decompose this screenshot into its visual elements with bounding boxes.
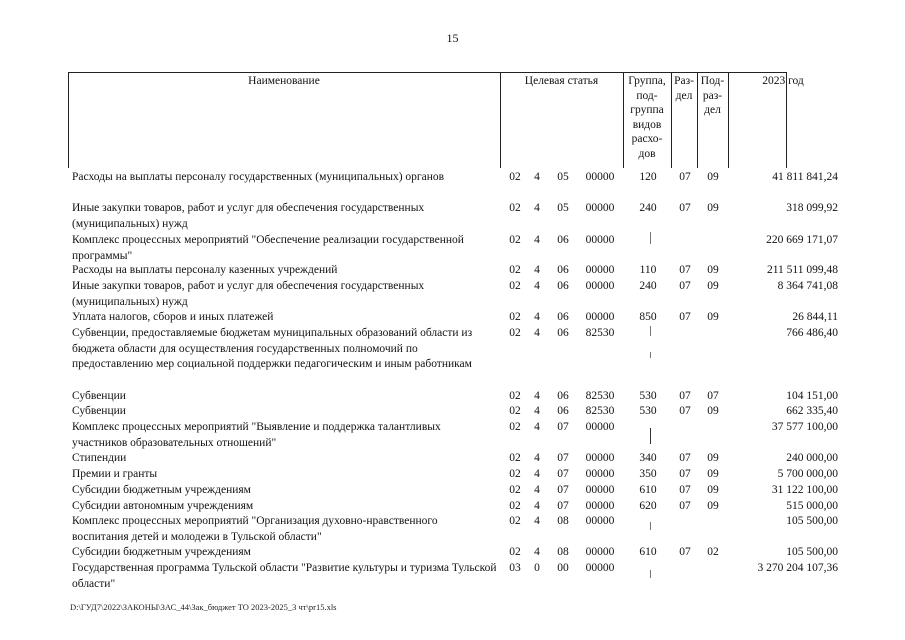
row-activity: 07 [557,500,569,512]
row-program: 02 [509,452,521,464]
row-subprogram: 4 [534,484,540,496]
row-section: 07 [679,280,691,292]
row-section: 07 [679,500,691,512]
row-subprogram: 4 [534,280,540,292]
row-program: 02 [509,500,521,512]
row-subsection: 07 [707,390,719,402]
row-group: 350 [639,468,657,480]
file-path-footer: D:\ГУД7\2022\ЗАКОНЫ\ЗАС_44\Зак_бюджет ТО 2023-2025_3 чт\pr15.xls [70,602,337,612]
row-subsection: 09 [707,280,719,292]
row-activity: 08 [557,546,569,558]
row-sum: 41 811 841,24 [772,171,838,183]
row-sum: 318 099,92 [786,202,838,214]
row-group: 530 [639,390,657,402]
row-name: Стипендии [72,452,127,464]
row-program: 02 [509,421,521,433]
row-program: 02 [509,390,521,402]
row-direction: 00000 [585,280,615,292]
row-section: 07 [679,202,691,214]
row-program: 02 [509,515,521,527]
row-section: 07 [679,405,691,417]
row-program: 02 [509,234,521,246]
row-group: 120 [639,171,657,183]
row-name: Расходы на выплаты персоналу казенных учреждений [72,264,338,276]
row-subprogram: 4 [534,311,540,323]
row-subprogram: 4 [534,390,540,402]
row-sum: 104 151,00 [786,390,838,402]
header-group [623,74,671,161]
row-activity: 06 [557,327,569,339]
row-direction: 00000 [585,234,615,246]
row-activity: 07 [557,484,569,496]
row-subprogram: 4 [534,171,540,183]
row-activity: 05 [557,202,569,214]
header-group-line: расхо- [631,133,663,145]
row-subsection: 09 [707,500,719,512]
row-sum: 211 511 099,48 [766,264,838,276]
row-direction: 00000 [585,452,615,464]
row-name: Государственная программа Тульской области "Развитие культуры и туризма Тульской области" [72,562,497,590]
row-group: 340 [639,452,657,464]
row-program: 02 [509,327,521,339]
header-section [671,74,697,103]
row-activity: 00 [557,562,569,574]
row-subprogram: 4 [534,234,540,246]
row-activity: 06 [557,405,569,417]
row-name: Субвенции [72,405,126,417]
scan-mark [650,428,651,444]
row-name: Премии и гранты [72,468,158,480]
row-group: 110 [639,264,657,276]
row-sum: 105 500,00 [786,515,838,527]
header-year: 2023 год [762,75,804,87]
row-subsection: 09 [707,202,719,214]
scan-mark [650,326,651,336]
row-activity: 06 [557,390,569,402]
row-group: 530 [639,405,657,417]
row-name: Субсидии бюджетным учреждениям [72,484,251,496]
row-sum: 37 577 100,00 [771,421,838,433]
scan-mark [650,352,651,358]
header-group-line: видов [632,118,662,131]
row-section: 07 [679,468,691,480]
row-name: Комплекс процессных мероприятий "Выявление и поддержка талантливых участников образовательных отношений" [72,421,441,449]
row-name: Расходы на выплаты персоналу государственных (муниципальных) органов [72,171,445,183]
row-name: Комплекс процессных мероприятий "Организация духовно-нравственного воспитания детей и молодежи в Тульской области" [72,515,438,543]
row-name: Иные закупки товаров, работ и услуг для обеспечения государственных (муниципальных) нужд [72,280,425,308]
row-program: 02 [509,171,521,183]
row-direction: 00000 [585,484,615,496]
row-program: 02 [509,484,521,496]
row-section: 07 [679,311,691,323]
header-subsection [697,74,728,118]
row-activity: 05 [557,171,569,183]
row-program: 02 [509,546,521,558]
row-activity: 07 [557,452,569,464]
row-name: Уплата налогов, сборов и иных платежей [72,311,274,323]
row-direction: 00000 [585,421,615,433]
header-subsection-line: раз- [702,89,723,102]
row-name: Субвенции, предоставляемые бюджетам муниципальных образований области из бюджета области для осуществления государственных полномочий по предоставлению мер социальной поддержки педагогическим и иным работникам [72,327,473,370]
row-direction: 00000 [585,546,615,558]
scan-mark [650,522,651,530]
row-name: Иные закупки товаров, работ и услуг для обеспечения государственных (муниципальных) нужд [72,202,425,230]
row-program: 02 [509,311,521,323]
row-sum: 5 700 000,00 [777,468,838,480]
row-name: Субсидии автономным учреждениям [72,500,254,512]
row-subsection: 09 [707,311,719,323]
row-subsection: 09 [707,171,719,183]
row-direction: 00000 [585,311,615,323]
row-activity: 07 [557,468,569,480]
row-subprogram: 4 [534,515,540,527]
header-subsection-line: Под- [700,75,725,87]
row-direction: 00000 [585,562,615,574]
row-subsection: 09 [707,264,719,276]
row-direction: 82530 [585,405,615,417]
row-subprogram: 4 [534,264,540,276]
row-activity: 08 [557,515,569,527]
row-subprogram: 4 [534,452,540,464]
row-subsection: 09 [707,468,719,480]
row-direction: 82530 [585,327,615,339]
row-sum: 26 844,11 [792,311,838,323]
row-section: 07 [679,452,691,464]
header-group-line: группа [630,104,664,116]
row-direction: 00000 [585,171,615,183]
row-sum: 766 486,40 [786,327,838,339]
scan-mark [650,232,651,244]
row-program: 02 [509,202,521,214]
row-subprogram: 0 [534,562,540,574]
row-sum: 220 669 171,07 [766,234,838,246]
row-group: 240 [639,280,657,292]
row-section: 07 [679,264,691,276]
row-name: Субсидии бюджетным учреждениям [72,546,251,558]
row-direction: 00000 [585,515,615,527]
row-sum: 515 000,00 [786,500,838,512]
row-subprogram: 4 [534,202,540,214]
row-subprogram: 4 [534,500,540,512]
row-section: 07 [679,171,691,183]
scan-mark [650,570,651,578]
row-direction: 00000 [585,500,615,512]
row-section: 07 [679,484,691,496]
row-sum: 662 335,40 [786,405,838,417]
row-group: 240 [639,202,657,214]
row-subprogram: 4 [534,421,540,433]
row-program: 02 [509,468,521,480]
row-program: 02 [509,264,521,276]
row-sum: 240 000,00 [786,452,838,464]
row-subprogram: 4 [534,405,540,417]
row-sum: 31 122 100,00 [771,484,838,496]
row-subprogram: 4 [534,546,540,558]
page-number: 15 [446,31,459,45]
header-subsection-line: дел [704,104,721,116]
row-subprogram: 4 [534,468,540,480]
row-name: Комплекс процессных мероприятий "Обеспечение реализации государственной программы" [72,234,464,262]
header-section-line: дел [675,89,693,102]
row-program: 02 [509,405,521,417]
row-program: 02 [509,280,521,292]
header-group-line: Группа, [628,75,666,87]
row-group: 610 [639,484,657,496]
row-subsection: 09 [707,405,719,417]
row-direction: 00000 [585,468,615,480]
header-name: Наименование [248,75,320,87]
row-subprogram: 4 [534,327,540,339]
row-section: 07 [679,546,691,558]
row-activity: 06 [557,264,569,276]
row-subsection: 09 [707,452,719,464]
row-activity: 06 [557,311,569,323]
row-subsection: 09 [707,484,719,496]
header-target: Целевая статья [524,75,599,87]
row-section: 07 [679,390,691,402]
row-sum: 105 500,00 [786,546,838,558]
row-direction: 00000 [585,264,615,276]
header-section-line: Раз- [674,75,694,87]
row-direction: 00000 [585,202,615,214]
row-group: 620 [639,500,657,512]
row-activity: 06 [557,234,569,246]
header-group-line: под- [636,89,658,102]
row-sum: 3 270 204 107,36 [757,562,838,574]
row-name: Субвенции [72,390,126,402]
row-activity: 07 [557,421,569,433]
row-sum: 8 364 741,08 [777,280,838,292]
row-subsection: 02 [707,546,719,558]
header-group-line: дов [638,147,656,160]
row-program: 03 [509,562,521,574]
row-direction: 82530 [585,390,615,402]
row-group: 610 [639,546,657,558]
row-group: 850 [639,311,657,323]
row-activity: 06 [557,280,569,292]
